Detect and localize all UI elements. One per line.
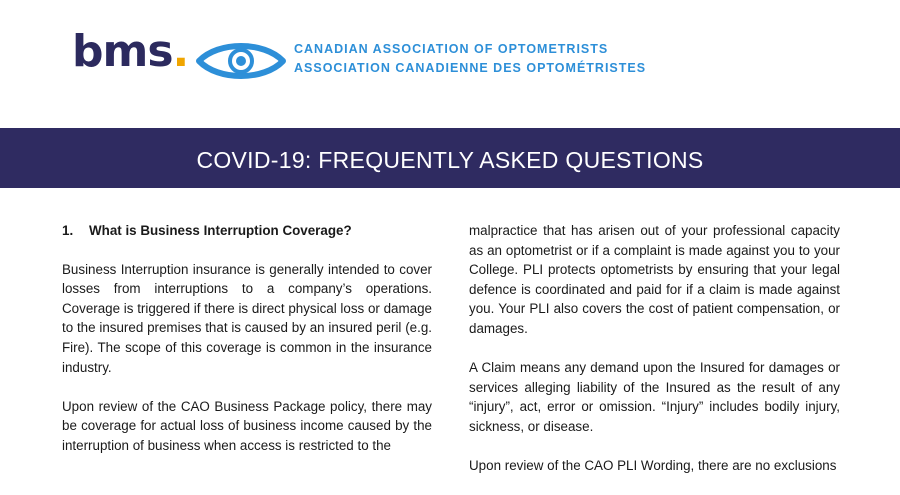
right-column: [469, 221, 840, 495]
question-number: 1.: [62, 223, 74, 238]
cao-name-french: ASSOCIATION CANADIENNE DES OPTOMÉTRISTES: [294, 61, 647, 75]
left-column: [62, 221, 432, 475]
eye-icon: [196, 38, 286, 84]
bms-logo: [72, 26, 189, 77]
paragraph: malpractice that has arisen out of your professional capacity as an optometrist or if a complaint is made against you to your College. PLI protects optometrists by ensuring that your legal defence is coordinated and paid for if a claim is made against you. Your PLI also covers the cost of patient compensation, or damages.: [469, 223, 840, 336]
question-title: What is Business Interruption Coverage?: [89, 223, 352, 238]
bms-logo-text: bms: [72, 26, 173, 77]
title-banner: [0, 128, 900, 188]
paragraph: Upon review of the CAO PLI Wording, there are no exclusions: [469, 458, 837, 474]
paragraph: Business Interruption insurance is generally intended to cover losses from interruptions to a company’s operations. Coverage is triggered if there is direct physical loss or damage to the insured premises that is caused by an insured peril (e.g. Fire). The scope of this coverage is common in the insurance industry.: [62, 261, 432, 375]
question-heading: [62, 221, 432, 241]
document-header: [0, 0, 900, 128]
cao-name-english: CANADIAN ASSOCIATION OF OPTOMETRISTS: [294, 42, 609, 56]
cao-organization-name: [294, 40, 646, 78]
paragraph: Upon review of the CAO Business Package policy, there may be coverage for actual loss of business income caused by the interruption of business when access is restricted to the: [62, 398, 432, 453]
paragraph: A Claim means any demand upon the Insured for damages or services alleging liability of the Insured as the result of any “injury”, act, error or omission. “Injury” includes bodily injury, sickness, or disease.: [469, 360, 840, 434]
document-title: COVID-19: FREQUENTLY ASKED QUESTIONS: [196, 147, 704, 173]
bms-logo-dot: .: [172, 26, 189, 77]
